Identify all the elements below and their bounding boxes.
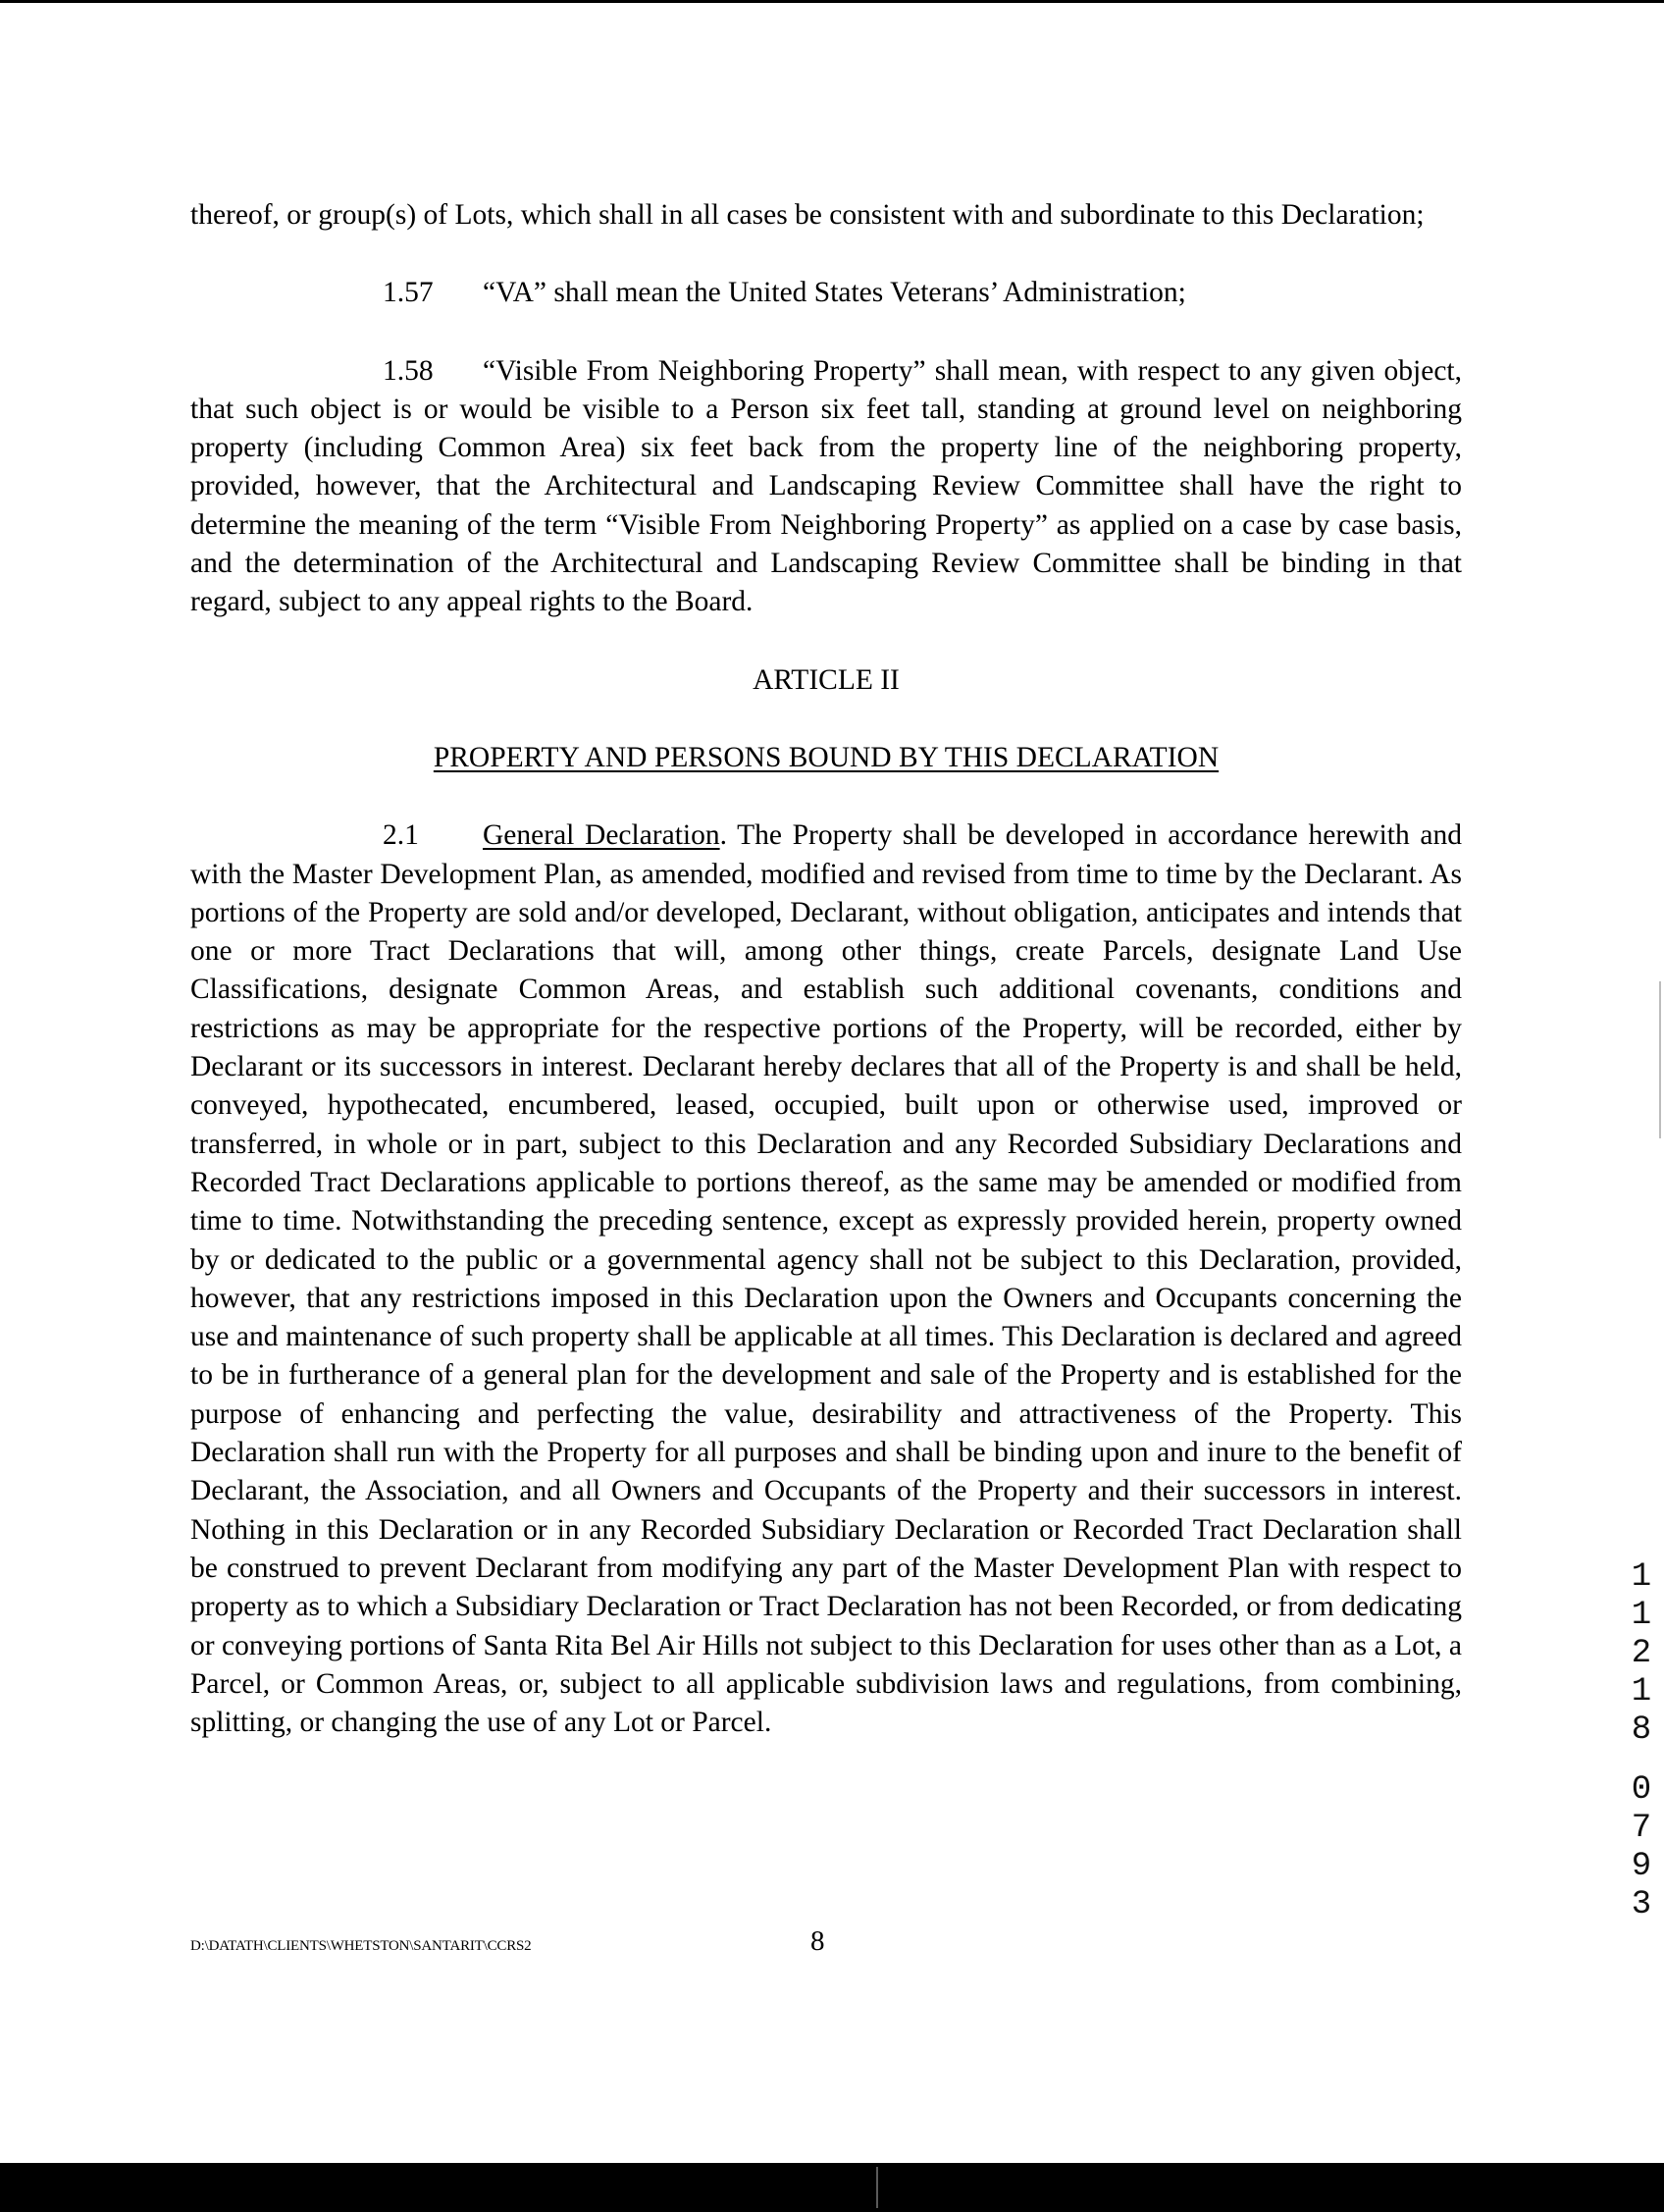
section-number: 1.58 xyxy=(383,354,434,387)
recording-digit: 7 xyxy=(1631,1810,1652,1847)
article-title: ARTICLE II xyxy=(753,663,900,696)
section-text: . The Property shall be developed in accordance herewith and with the Master Development Plan, as amended, modified and revised from time to time by the Declarant. As portions of the Property are sold and/or developed, Declarant, without obligation, anticipates and intends that one or more Tract Declarations that will, among other things, create Parcels, designate Land Use Classifications, designate Common Areas, and establish such additional covenants, conditions and restrictions as may be appropriate for the respective portions of the Property, will be recorded, either by Declarant or its successors in interest. Declarant hereby declares that all of the Property is and shall be held, conveyed, hypothecated, encumbered, leased, occupied, built upon or otherwise used, improved or transferred, in whole or in part, subject to this Declaration and any Recorded Subsidiary Declarations and Recorded Tract Declarations applicable to portions thereof, as the same may be amended or modified from time to time. Notwithstanding the preceding sentence, except as expressly provided herein, property owned by or dedicated to the public or a governmental agency shall not be subject to this Declaration, provided, however, that any restrictions imposed in this Declaration upon the Owners and Occupants concerning the use and maintenance of such property shall be applicable at all times. This Declaration is declared and agreed to be in furtherance of a general plan for the development and sale of the Property and is established for the purpose of enhancing and perfecting the value, desirability and attractiveness of the Property. This Declaration shall run with the Property for all purposes and shall be binding upon and inure to the benefit of Declarant, the Association, and all Owners and Occupants of the Property and their successors in interest. Nothing in this Declaration or in any Recorded Subsidiary Declaration or Recorded Tract Declaration shall be construed to prevent Declarant from modifying any part of the Master Development Plan with respect to property as to which a Subsidiary Declaration or Tract Declaration has not been Recorded, or from dedicating or conveying portions of Santa Rita Bel Air Hills not subject to this Declaration for uses other than as a Lot, a Parcel, or Common Areas, or, subject to all applicable subdivision laws and regulations, from combining, splitting, or changing the use of any Lot or Parcel. xyxy=(190,819,1462,1739)
recording-digit: 1 xyxy=(1631,1558,1652,1596)
document-body xyxy=(190,196,1462,1742)
article-subtitle-line xyxy=(190,739,1462,777)
recording-digit: 1 xyxy=(1631,1597,1652,1634)
section-2-1 xyxy=(190,816,1462,1742)
footer-file-path: D:\DATATH\CLIENTS\WHETSTON\SANTARIT\CCRS2 xyxy=(190,1938,532,1954)
section-1-57 xyxy=(190,274,1462,312)
recording-digit-gap xyxy=(1629,1750,1654,1771)
section-number: 1.57 xyxy=(383,277,434,309)
recording-digit: 0 xyxy=(1631,1771,1652,1809)
recording-digit: 8 xyxy=(1631,1712,1652,1749)
scan-top-border xyxy=(0,0,1664,3)
scan-edge-mark xyxy=(1659,981,1661,1138)
continuation-paragraph: thereof, or group(s) of Lots, which shall in all cases be consistent with and subordinate to this Declaration; xyxy=(190,199,1425,231)
recording-digit: 9 xyxy=(1631,1848,1652,1885)
recording-number-stamp xyxy=(1629,1558,1654,1924)
recording-digit: 2 xyxy=(1631,1635,1652,1672)
page-number: 8 xyxy=(810,1925,825,1957)
section-heading: General Declaration xyxy=(483,819,720,852)
section-1-58 xyxy=(190,352,1462,622)
recording-digit: 1 xyxy=(1631,1673,1652,1711)
section-text: “VA” shall mean the United States Veterans’ Administration; xyxy=(483,277,1186,309)
recording-digit: 3 xyxy=(1631,1886,1652,1923)
section-number: 2.1 xyxy=(383,819,419,852)
article-subtitle: PROPERTY AND PERSONS BOUND BY THIS DECLARATION xyxy=(433,741,1220,773)
scan-bottom-tick xyxy=(876,2167,878,2208)
scan-bottom-border xyxy=(0,2163,1664,2212)
section-text: “Visible From Neighboring Property” shall mean, with respect to any given object, that such object is or would be visible to a Person six feet tall, standing at ground level on neighboring property (including Common Area) six feet back from the property line of the neighboring property, provided, however, that the Architectural and Landscaping Review Committee shall have the right to determine the meaning of the term “Visible From Neighboring Property” as applied on a case by case basis, and the determination of the Architectural and Landscaping Review Committee shall be binding in that regard, subject to any appeal rights to the Board. xyxy=(190,354,1462,618)
